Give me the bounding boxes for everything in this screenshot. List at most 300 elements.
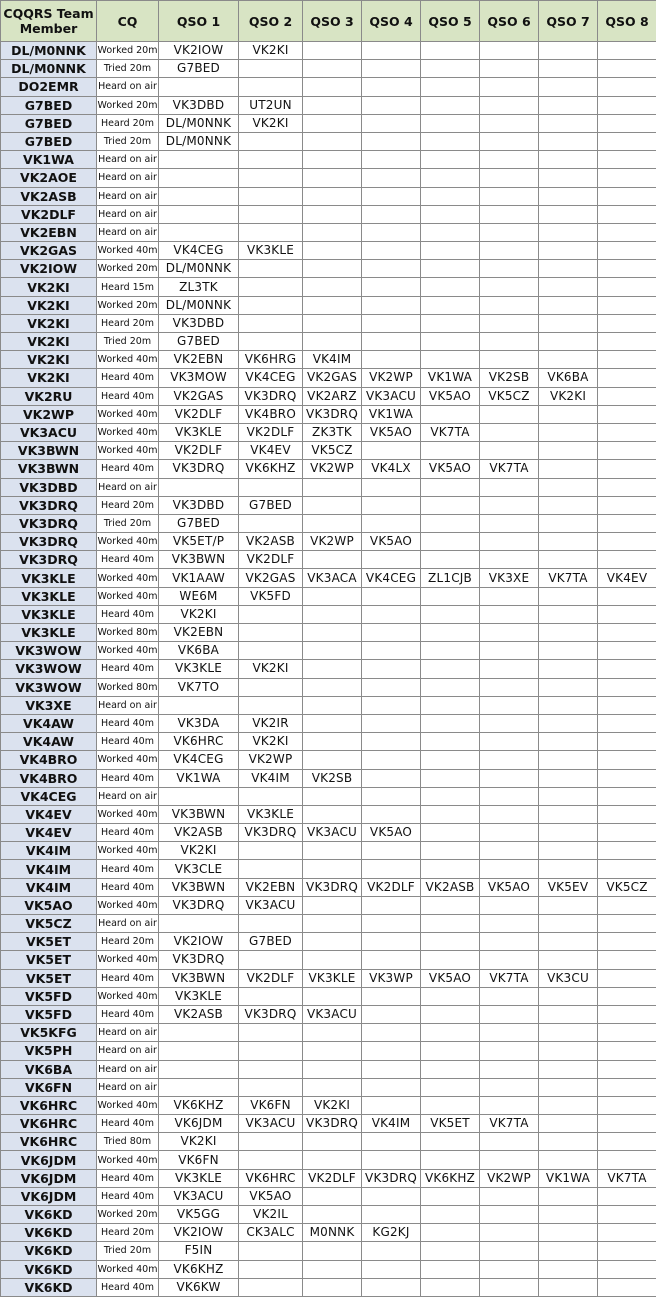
cq-status-cell: Heard 40m	[97, 824, 159, 842]
qso-6-cell	[480, 696, 539, 714]
member-callsign-cell: VK6FN	[1, 1078, 97, 1096]
qso-5-cell	[421, 587, 480, 605]
qso-6-cell	[480, 314, 539, 332]
qso-4-cell	[362, 805, 421, 823]
qso-6-cell	[480, 642, 539, 660]
qso-5-cell	[421, 896, 480, 914]
qso-3-cell: VK2WP	[303, 460, 362, 478]
qso-7-cell	[539, 314, 598, 332]
qso-1-cell: VK3ACU	[159, 1187, 239, 1205]
header-qso-6: QSO 6	[480, 1, 539, 42]
qso-2-cell	[239, 187, 303, 205]
qso-7-cell	[539, 824, 598, 842]
qso-6-cell: VK7TA	[480, 1115, 539, 1133]
qso-5-cell	[421, 78, 480, 96]
qso-3-cell	[303, 733, 362, 751]
qso-2-cell: VK4BRO	[239, 405, 303, 423]
qso-4-cell	[362, 442, 421, 460]
qso-3-cell: VK3DRQ	[303, 878, 362, 896]
qso-4-cell	[362, 1278, 421, 1296]
table-row	[1, 169, 656, 187]
qso-7-cell	[539, 587, 598, 605]
qso-5-cell: VK1WA	[421, 369, 480, 387]
qso-3-cell	[303, 114, 362, 132]
qso-2-cell: VK4EV	[239, 442, 303, 460]
qso-8-cell	[598, 1151, 656, 1169]
qso-3-cell	[303, 587, 362, 605]
qso-8-cell	[598, 769, 656, 787]
qso-5-cell	[421, 915, 480, 933]
qso-8-cell	[598, 1278, 656, 1296]
qso-3-cell: VK3ACU	[303, 824, 362, 842]
qso-5-cell	[421, 1133, 480, 1151]
qso-1-cell	[159, 1060, 239, 1078]
qso-2-cell	[239, 78, 303, 96]
cq-status-cell: Heard on air	[97, 151, 159, 169]
qso-8-cell	[598, 951, 656, 969]
qso-2-cell: VK2IR	[239, 714, 303, 732]
member-callsign-cell: VK3DRQ	[1, 496, 97, 514]
cq-status-cell: Heard 40m	[97, 387, 159, 405]
cq-status-cell: Heard on air	[97, 1042, 159, 1060]
qso-1-cell: VK3KLE	[159, 1169, 239, 1187]
qso-6-cell	[480, 933, 539, 951]
table-row	[1, 605, 656, 623]
qso-8-cell	[598, 387, 656, 405]
table-row	[1, 551, 656, 569]
header-row	[1, 1, 656, 42]
qso-1-cell	[159, 1078, 239, 1096]
qso-3-cell	[303, 296, 362, 314]
qso-4-cell	[362, 1024, 421, 1042]
qso-3-cell	[303, 1151, 362, 1169]
cq-status-cell: Worked 40m	[97, 805, 159, 823]
qso-4-cell	[362, 1151, 421, 1169]
qso-3-cell: VK3ACA	[303, 569, 362, 587]
qso-8-cell	[598, 842, 656, 860]
qso-3-cell: VK3KLE	[303, 969, 362, 987]
qso-6-cell	[480, 896, 539, 914]
qso-4-cell	[362, 1078, 421, 1096]
table-row	[1, 1042, 656, 1060]
cq-status-cell: Heard 40m	[97, 1278, 159, 1296]
cq-status-cell: Heard 20m	[97, 933, 159, 951]
qso-7-cell	[539, 114, 598, 132]
qso-7-cell	[539, 514, 598, 532]
qso-6-cell	[480, 824, 539, 842]
table-row	[1, 1169, 656, 1187]
table-row	[1, 369, 656, 387]
qso-1-cell: G7BED	[159, 333, 239, 351]
qso-2-cell	[239, 169, 303, 187]
qso-6-cell	[480, 533, 539, 551]
header-qso-8: QSO 8	[598, 1, 656, 42]
cq-status-cell: Worked 40m	[97, 1151, 159, 1169]
qso-4-cell	[362, 624, 421, 642]
qso-3-cell	[303, 78, 362, 96]
qso-3-cell	[303, 678, 362, 696]
qso-4-cell	[362, 296, 421, 314]
qso-3-cell	[303, 169, 362, 187]
cq-status-cell: Heard 40m	[97, 605, 159, 623]
qso-6-cell	[480, 114, 539, 132]
qso-8-cell	[598, 187, 656, 205]
table-row	[1, 751, 656, 769]
qso-2-cell: VK2DLF	[239, 969, 303, 987]
qso-2-cell: VK2GAS	[239, 569, 303, 587]
qso-4-cell	[362, 96, 421, 114]
qso-1-cell: VK6BA	[159, 642, 239, 660]
qso-5-cell	[421, 296, 480, 314]
qso-1-cell: VK3MOW	[159, 369, 239, 387]
qso-7-cell	[539, 351, 598, 369]
qso-1-cell: WE6M	[159, 587, 239, 605]
cq-status-cell: Worked 40m	[97, 951, 159, 969]
table-row	[1, 478, 656, 496]
member-callsign-cell: VK3XE	[1, 696, 97, 714]
table-row	[1, 1024, 656, 1042]
cq-status-cell: Heard on air	[97, 1024, 159, 1042]
qso-2-cell	[239, 624, 303, 642]
qso-2-cell	[239, 296, 303, 314]
cq-status-cell: Heard 20m	[97, 114, 159, 132]
qso-5-cell	[421, 278, 480, 296]
qso-1-cell: VK5GG	[159, 1206, 239, 1224]
cq-status-cell: Tried 20m	[97, 60, 159, 78]
member-callsign-cell: VK3ACU	[1, 423, 97, 441]
qso-3-cell: VK2WP	[303, 533, 362, 551]
qso-1-cell: VK3BWN	[159, 805, 239, 823]
qso-5-cell	[421, 1060, 480, 1078]
qso-4-cell	[362, 551, 421, 569]
qso-2-cell: VK2IL	[239, 1206, 303, 1224]
qso-2-cell: VK2KI	[239, 660, 303, 678]
qso-5-cell	[421, 514, 480, 532]
qso-3-cell	[303, 278, 362, 296]
qso-6-cell: VK3XE	[480, 569, 539, 587]
table-row	[1, 205, 656, 223]
cq-status-cell: Worked 40m	[97, 405, 159, 423]
qso-6-cell	[480, 624, 539, 642]
qso-1-cell: VK2KI	[159, 1133, 239, 1151]
qso-3-cell	[303, 951, 362, 969]
qso-7-cell	[539, 787, 598, 805]
qso-7-cell	[539, 1278, 598, 1296]
qso-1-cell	[159, 1024, 239, 1042]
member-callsign-cell: VK2WP	[1, 405, 97, 423]
qso-5-cell	[421, 169, 480, 187]
qso-8-cell	[598, 1042, 656, 1060]
qso-1-cell: VK2KI	[159, 605, 239, 623]
qso-7-cell	[539, 333, 598, 351]
qso-8-cell	[598, 460, 656, 478]
qso-4-cell	[362, 205, 421, 223]
qso-5-cell	[421, 114, 480, 132]
qso-5-cell	[421, 1151, 480, 1169]
qso-7-cell: VK3CU	[539, 969, 598, 987]
qso-3-cell	[303, 624, 362, 642]
qso-6-cell	[480, 1242, 539, 1260]
qso-7-cell	[539, 987, 598, 1005]
qso-5-cell: VK5AO	[421, 969, 480, 987]
qso-4-cell	[362, 132, 421, 150]
qso-4-cell	[362, 351, 421, 369]
qso-7-cell: VK5EV	[539, 878, 598, 896]
qso-1-cell: VK3BWN	[159, 551, 239, 569]
table-body	[1, 42, 656, 1297]
qso-7-cell	[539, 733, 598, 751]
cq-status-cell: Heard 15m	[97, 278, 159, 296]
qso-1-cell	[159, 915, 239, 933]
qso-6-cell: VK7TA	[480, 460, 539, 478]
qso-1-cell: VK2ASB	[159, 1005, 239, 1023]
qso-4-cell	[362, 1096, 421, 1114]
qso-1-cell: VK1WA	[159, 769, 239, 787]
qso-8-cell	[598, 533, 656, 551]
qso-4-cell	[362, 587, 421, 605]
qso-6-cell	[480, 60, 539, 78]
qso-6-cell	[480, 915, 539, 933]
qso-8-cell	[598, 1242, 656, 1260]
qso-1-cell	[159, 696, 239, 714]
qso-7-cell	[539, 242, 598, 260]
qso-3-cell: VK2SB	[303, 769, 362, 787]
member-callsign-cell: VK4AW	[1, 733, 97, 751]
qso-2-cell	[239, 1151, 303, 1169]
qso-1-cell: VK3KLE	[159, 660, 239, 678]
qso-4-cell	[362, 42, 421, 60]
member-callsign-cell: VK4IM	[1, 878, 97, 896]
table-row	[1, 787, 656, 805]
qso-6-cell: VK5AO	[480, 878, 539, 896]
member-callsign-cell: VK6KD	[1, 1260, 97, 1278]
qso-7-cell	[539, 223, 598, 241]
qso-3-cell	[303, 842, 362, 860]
table-row	[1, 1224, 656, 1242]
cq-status-cell: Heard on air	[97, 696, 159, 714]
qso-5-cell	[421, 1242, 480, 1260]
qso-1-cell: VK2IOW	[159, 1224, 239, 1242]
qso-8-cell	[598, 624, 656, 642]
qso-5-cell	[421, 769, 480, 787]
member-callsign-cell: VK2KI	[1, 369, 97, 387]
qso-3-cell	[303, 60, 362, 78]
member-callsign-cell: DL/M0NNK	[1, 60, 97, 78]
qso-6-cell	[480, 1078, 539, 1096]
qso-2-cell	[239, 605, 303, 623]
qso-7-cell	[539, 169, 598, 187]
member-callsign-cell: VK6HRC	[1, 1115, 97, 1133]
qso-2-cell	[239, 260, 303, 278]
qso-7-cell: VK2KI	[539, 387, 598, 405]
qso-2-cell: VK5AO	[239, 1187, 303, 1205]
qso-8-cell	[598, 514, 656, 532]
qso-2-cell	[239, 642, 303, 660]
qso-4-cell: VK3ACU	[362, 387, 421, 405]
cq-status-cell: Heard 40m	[97, 660, 159, 678]
member-callsign-cell: VK2GAS	[1, 242, 97, 260]
cq-status-cell: Worked 40m	[97, 423, 159, 441]
qso-2-cell	[239, 696, 303, 714]
qso-8-cell	[598, 787, 656, 805]
qso-8-cell	[598, 151, 656, 169]
qso-6-cell	[480, 514, 539, 532]
table-row	[1, 514, 656, 532]
qso-3-cell	[303, 896, 362, 914]
qso-1-cell: VK7TO	[159, 678, 239, 696]
qso-7-cell	[539, 860, 598, 878]
qso-6-cell	[480, 1260, 539, 1278]
cq-status-cell: Tried 20m	[97, 132, 159, 150]
qso-7-cell	[539, 642, 598, 660]
qso-6-cell	[480, 751, 539, 769]
member-callsign-cell: VK6JDM	[1, 1187, 97, 1205]
qso-1-cell: VK6HRC	[159, 733, 239, 751]
qso-1-cell: VK3DRQ	[159, 460, 239, 478]
qso-3-cell: VK3DRQ	[303, 405, 362, 423]
member-callsign-cell: VK3DRQ	[1, 514, 97, 532]
member-callsign-cell: VK2DLF	[1, 205, 97, 223]
qso-5-cell	[421, 1042, 480, 1060]
table-row	[1, 1096, 656, 1114]
qso-6-cell	[480, 1151, 539, 1169]
qso-8-cell	[598, 278, 656, 296]
table-row	[1, 1242, 656, 1260]
qso-8-cell	[598, 551, 656, 569]
qso-3-cell: VK4IM	[303, 351, 362, 369]
qso-5-cell	[421, 96, 480, 114]
qso-4-cell	[362, 733, 421, 751]
qso-1-cell: VK3DA	[159, 714, 239, 732]
cq-status-cell: Heard 40m	[97, 551, 159, 569]
qso-8-cell	[598, 169, 656, 187]
qso-5-cell	[421, 442, 480, 460]
qso-3-cell	[303, 1078, 362, 1096]
qso-4-cell: VK4LX	[362, 460, 421, 478]
qso-3-cell	[303, 787, 362, 805]
qso-1-cell: VK3DRQ	[159, 951, 239, 969]
qso-2-cell: VK3DRQ	[239, 387, 303, 405]
member-callsign-cell: VK5KFG	[1, 1024, 97, 1042]
qso-4-cell	[362, 660, 421, 678]
qso-8-cell	[598, 1133, 656, 1151]
qso-2-cell: UT2UN	[239, 96, 303, 114]
qso-5-cell	[421, 151, 480, 169]
qso-7-cell	[539, 96, 598, 114]
qso-6-cell	[480, 223, 539, 241]
qso-4-cell	[362, 1042, 421, 1060]
qso-8-cell	[598, 1206, 656, 1224]
member-callsign-cell: VK1WA	[1, 151, 97, 169]
qso-2-cell	[239, 860, 303, 878]
table-row	[1, 1206, 656, 1224]
qso-1-cell: VK6JDM	[159, 1115, 239, 1133]
qso-1-cell: VK6FN	[159, 1151, 239, 1169]
cq-status-cell: Worked 40m	[97, 642, 159, 660]
member-callsign-cell: VK2ASB	[1, 187, 97, 205]
qso-1-cell: F5IN	[159, 1242, 239, 1260]
qso-5-cell	[421, 1005, 480, 1023]
qso-3-cell: VK3DRQ	[303, 1115, 362, 1133]
qso-8-cell	[598, 114, 656, 132]
qso-7-cell	[539, 78, 598, 96]
member-callsign-cell: VK2KI	[1, 351, 97, 369]
qso-7-cell: VK1WA	[539, 1169, 598, 1187]
qso-5-cell	[421, 260, 480, 278]
qso-6-cell	[480, 1096, 539, 1114]
table-row	[1, 96, 656, 114]
qso-7-cell	[539, 1242, 598, 1260]
member-callsign-cell: VK3KLE	[1, 587, 97, 605]
table-row	[1, 423, 656, 441]
cq-status-cell: Tried 20m	[97, 333, 159, 351]
member-callsign-cell: VK2KI	[1, 314, 97, 332]
qso-4-cell	[362, 223, 421, 241]
qso-3-cell	[303, 42, 362, 60]
qso-4-cell	[362, 1242, 421, 1260]
qso-5-cell	[421, 842, 480, 860]
qso-3-cell	[303, 933, 362, 951]
table-row	[1, 987, 656, 1005]
table-row	[1, 642, 656, 660]
qso-3-cell	[303, 1024, 362, 1042]
qso-5-cell	[421, 933, 480, 951]
qso-2-cell: VK2KI	[239, 733, 303, 751]
member-callsign-cell: VK4EV	[1, 805, 97, 823]
member-callsign-cell: VK4AW	[1, 714, 97, 732]
qso-5-cell	[421, 1096, 480, 1114]
cq-status-cell: Worked 40m	[97, 842, 159, 860]
qso-8-cell	[598, 351, 656, 369]
member-callsign-cell: VK3BWN	[1, 442, 97, 460]
qso-1-cell: DL/M0NNK	[159, 296, 239, 314]
qso-8-cell	[598, 1078, 656, 1096]
member-callsign-cell: VK4IM	[1, 842, 97, 860]
qso-1-cell: VK3KLE	[159, 423, 239, 441]
qso-4-cell	[362, 333, 421, 351]
cq-status-cell: Worked 40m	[97, 1096, 159, 1114]
table-row	[1, 151, 656, 169]
member-callsign-cell: VK5CZ	[1, 915, 97, 933]
qso-4-cell	[362, 896, 421, 914]
qso-6-cell	[480, 423, 539, 441]
qso-7-cell	[539, 478, 598, 496]
table-row	[1, 1151, 656, 1169]
member-callsign-cell: VK2IOW	[1, 260, 97, 278]
qso-1-cell	[159, 78, 239, 96]
qso-3-cell	[303, 333, 362, 351]
qso-7-cell	[539, 624, 598, 642]
qso-8-cell	[598, 733, 656, 751]
qso-4-cell	[362, 987, 421, 1005]
qso-5-cell	[421, 696, 480, 714]
cq-status-cell: Tried 20m	[97, 514, 159, 532]
qso-8-cell: VK5CZ	[598, 878, 656, 896]
table-row	[1, 296, 656, 314]
qso-5-cell	[421, 1224, 480, 1242]
qso-6-cell	[480, 805, 539, 823]
qso-6-cell	[480, 1060, 539, 1078]
qso-6-cell	[480, 1187, 539, 1205]
qso-5-cell	[421, 496, 480, 514]
qso-4-cell	[362, 314, 421, 332]
qso-8-cell	[598, 751, 656, 769]
qso-1-cell: VK6KW	[159, 1278, 239, 1296]
qso-7-cell	[539, 1206, 598, 1224]
qso-2-cell: VK2KI	[239, 42, 303, 60]
qso-1-cell: VK4CEG	[159, 751, 239, 769]
qso-2-cell	[239, 514, 303, 532]
